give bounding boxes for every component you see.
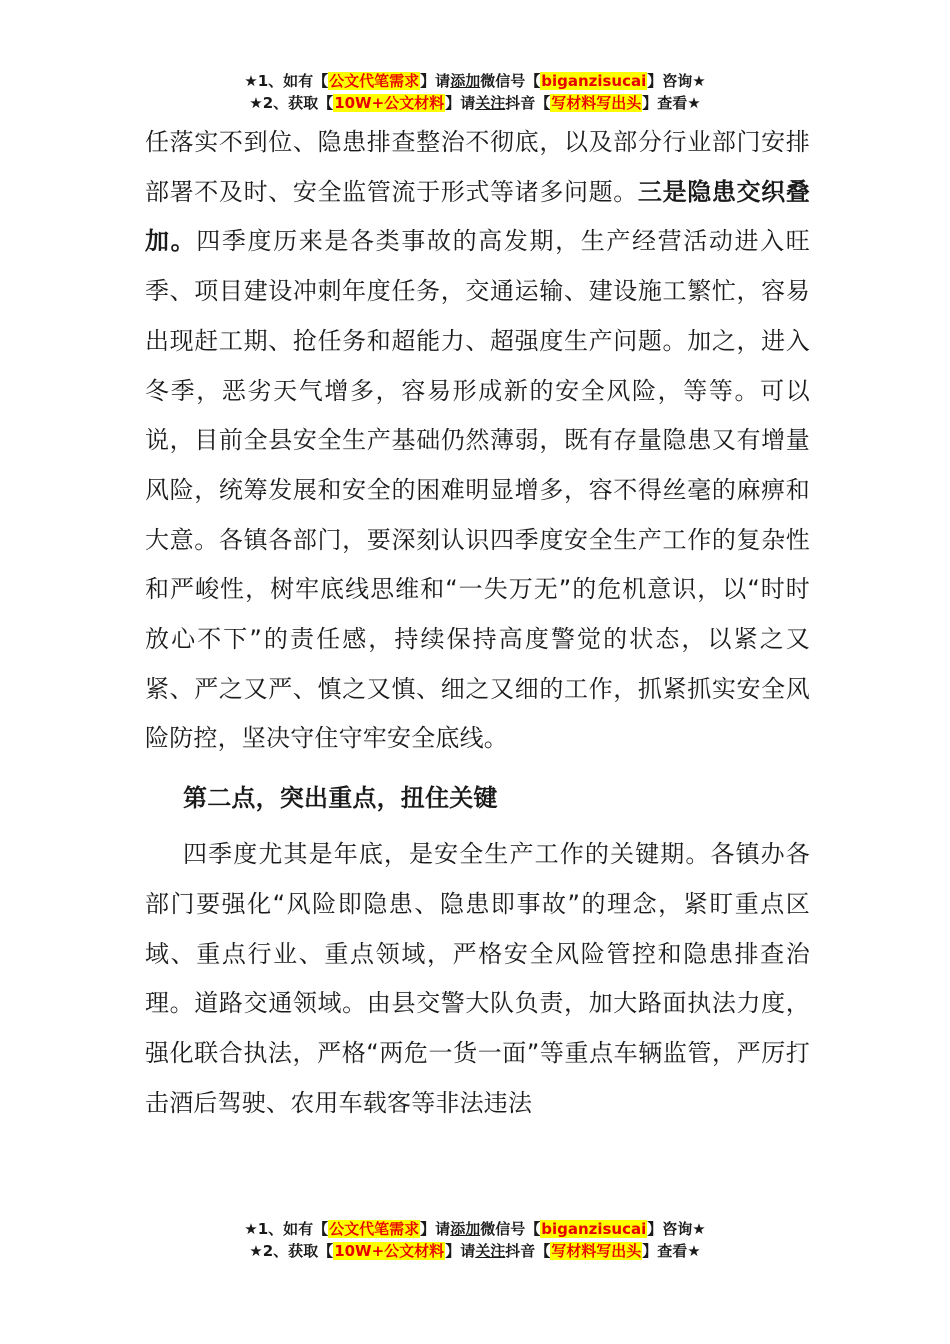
paragraph-1: 任落实不到位、隐患排查整治不彻底，以及部分行业部门安排部署不及时、安全监管流于形式等诸多问题。三是隐患交织叠加。四季度历来是各类事故的高发期，生产经营活动进入旺季、项目建设冲刺年度任务，交通运输、建设施工繁忙，容易出现赶工期、抢任务和超能力、超强度生产问题。加之，进入冬季，恶劣天气增多，容易形成新的安全风险，等等。可以说，目前全县安全生产基础仍然薄弱，既有存量隐患又有增量风险，统筹发展和安全的困难明显增多，容不得丝毫的麻痹和大意。各镇各部门，要深刻认识四季度安全生产工作的复杂性和严峻性，树牢底线思维和“一失万无”的危机意识，以“时时放心不下”的责任感，持续保持高度警觉的状态，以紧之又紧、严之又严、慎之又慎、细之又细的工作，抓紧抓实安全风险防控，坚决守住守牢安全底线。: [145, 128, 810, 753]
promo-highlight: 公文代笔需求: [329, 72, 420, 90]
promo-douyin-account: 写材料写出头: [551, 1242, 642, 1260]
bold-phrase: 三是隐患交织叠加。: [145, 177, 810, 256]
promo-highlight: 10W+公文材料: [334, 1242, 445, 1260]
promo-line-1: ★1、如有【公文代笔需求】请添加微信号【biganzisucai】咨询★: [244, 1220, 706, 1238]
promo-wechat-id: biganzisucai: [541, 72, 647, 90]
paragraph-2: 四季度尤其是年底，是安全生产工作的关键期。各镇办各部门要强化“风险即隐患、隐患即事故”的理念，紧盯重点区域、重点行业、重点领域，严格安全风险管控和隐患排查治理。道路交通领域。由县交警大队负责，加大路面执法力度，强化联合执法，严格“两危一货一面”等重点车辆监管，严厉打击酒后驾驶、农用车载客等非法违法: [145, 840, 810, 1117]
promo-footer: [0, 1218, 950, 1262]
promo-douyin-account: 写材料写出头: [551, 94, 642, 112]
section-heading: 第二点，突出重点，扭住关键: [183, 784, 498, 813]
document-body: [145, 118, 810, 1128]
promo-line-2: ★2、获取【10W+公文材料】请关注抖音【写材料写出头】查看★: [249, 1242, 701, 1260]
promo-header: [0, 70, 950, 114]
promo-line-1: ★1、如有【公文代笔需求】请添加微信号【biganzisucai】咨询★: [244, 72, 706, 90]
promo-line-2: ★2、获取【10W+公文材料】请关注抖音【写材料写出头】查看★: [249, 94, 701, 112]
promo-highlight: 10W+公文材料: [334, 94, 445, 112]
promo-highlight: 公文代笔需求: [329, 1220, 420, 1238]
promo-wechat-id: biganzisucai: [541, 1220, 647, 1238]
